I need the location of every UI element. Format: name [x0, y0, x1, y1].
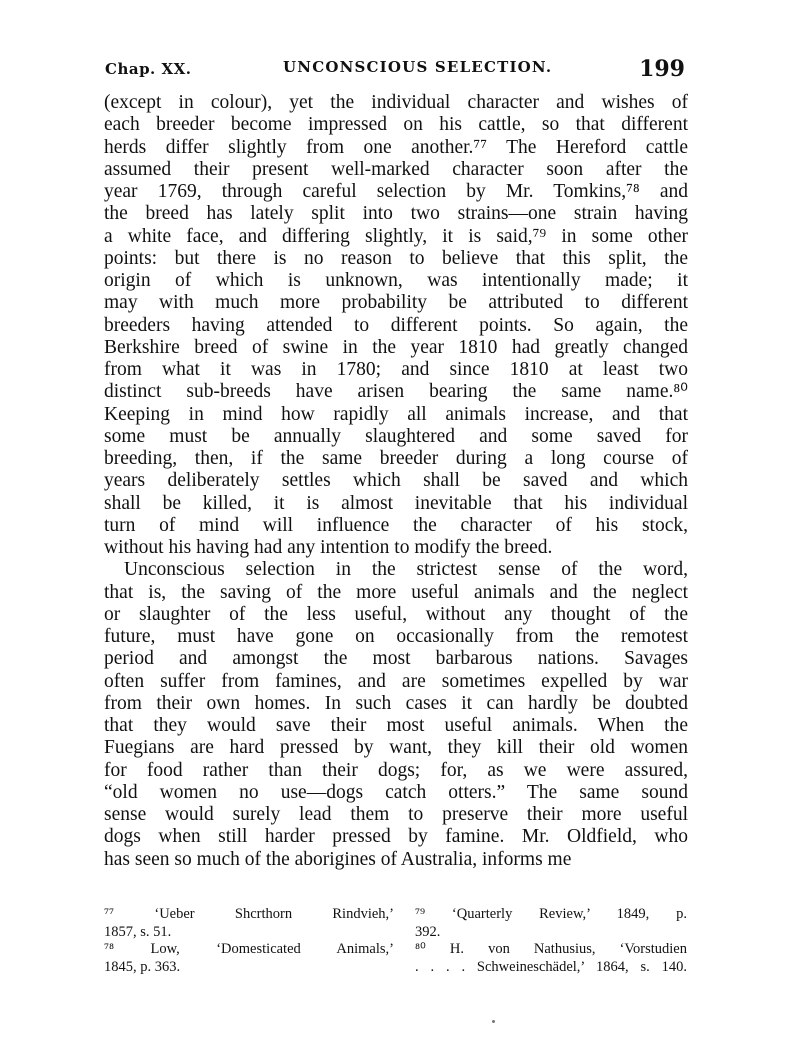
- text-line: often suffer from famines, and are sometimes expelled by war: [104, 670, 688, 692]
- footnote-line: 1857, s. 51.: [104, 923, 172, 940]
- text-line: points: but there is no reason to believe that this split, the: [104, 247, 688, 269]
- text-line: years deliberately settles which shall be saved and which: [104, 470, 688, 492]
- footnote-line: 1845, p. 363.: [104, 958, 181, 975]
- text-line: that is, the saving of the more useful animals and the neglect: [104, 581, 688, 603]
- body-text: [104, 92, 688, 871]
- text-line: that they would save their most useful animals. When the: [104, 715, 688, 736]
- footnote-line: ⁸⁰ H. von Nathusius, ‘Vorstudien: [415, 941, 687, 957]
- footnote-line: 392.: [415, 923, 441, 940]
- text-line: without his having had any intention to modify the breed.: [104, 537, 553, 558]
- text-line: assumed their present well-marked character soon after the: [104, 158, 688, 180]
- text-line: herds differ slightly from one another.⁷⁷ The Hereford cattle: [104, 136, 688, 158]
- text-line: may with much more probability be attributed to different: [104, 292, 688, 314]
- text-line: a white face, and differing slightly, it is said,⁷⁹ in some other: [104, 225, 688, 247]
- text-line: Berkshire breed of swine in the year 1810 had greatly changed: [104, 336, 688, 358]
- text-line: Keeping in mind how rapidly all animals increase, and that: [104, 403, 688, 425]
- text-line: Unconscious selection in the strictest sense of the word,: [124, 559, 688, 581]
- text-line: for food rather than their dogs; for, as we were assured,: [104, 759, 688, 781]
- text-line: some must be annually slaughtered and some saved for: [104, 425, 688, 447]
- text-line: origin of which is unknown, was intentionally made; it: [104, 270, 688, 291]
- text-line: period and amongst the most barbarous nations. Savages: [104, 648, 688, 670]
- text-line: future, must have gone on occasionally from the remotest: [104, 626, 688, 647]
- footnote-line: ⁷⁹ ‘Quarterly Review,’ 1849, p.: [415, 906, 687, 922]
- text-line: breeding, then, if the same breeder during a long course of: [104, 448, 688, 469]
- text-line: distinct sub-breeds have arisen bearing the same name.⁸⁰: [104, 381, 688, 403]
- text-line: has seen so much of the aborigines of Australia, informs me: [104, 848, 572, 870]
- running-title: UNCONSCIOUS SELECTION.: [283, 58, 553, 76]
- text-line: dogs when still harder pressed by famine. Mr. Oldfield, who: [104, 826, 688, 848]
- page-number: 199: [639, 56, 685, 82]
- footnotes-left-column: [104, 906, 394, 976]
- chapter-label: Chap. XX.: [105, 60, 192, 78]
- text-line: year 1769, through careful selection by Mr. Tomkins,⁷⁸ and: [104, 181, 688, 202]
- text-line: sense would surely lead them to preserve their more useful: [104, 804, 688, 825]
- footnote-line: . . . . Schweineschädel,’ 1864, s. 140.: [415, 958, 687, 975]
- print-speck: [492, 1020, 495, 1023]
- running-header: [105, 56, 685, 86]
- text-line: “old women no use—dogs catch otters.” The same sound: [104, 781, 688, 803]
- footnote-line: ⁷⁸ Low, ‘Domesticated Animals,’: [104, 941, 394, 957]
- text-line: from what it was in 1780; and since 1810 at least two: [104, 359, 688, 380]
- text-line: Fuegians are hard pressed by want, they kill their old women: [104, 737, 688, 759]
- text-line: each breeder become impressed on his cattle, so that different: [104, 114, 688, 136]
- text-line: turn of mind will influence the character of his stock,: [104, 514, 688, 536]
- text-line: from their own homes. In such cases it can hardly be doubted: [104, 692, 688, 714]
- footnote-line: ⁷⁷ ‘Ueber Shcrthorn Rindvieh,’: [104, 906, 394, 922]
- footnotes-right-column: [415, 906, 687, 976]
- text-line: the breed has lately split into two strains—one strain having: [104, 203, 688, 225]
- text-line: shall be killed, it is almost inevitable that his individual: [104, 492, 688, 514]
- text-line: breeders having attended to different points. So again, the: [104, 314, 688, 336]
- text-line: or slaughter of the less useful, without any thought of the: [104, 603, 688, 625]
- text-line: (except in colour), yet the individual character and wishes of: [104, 92, 688, 113]
